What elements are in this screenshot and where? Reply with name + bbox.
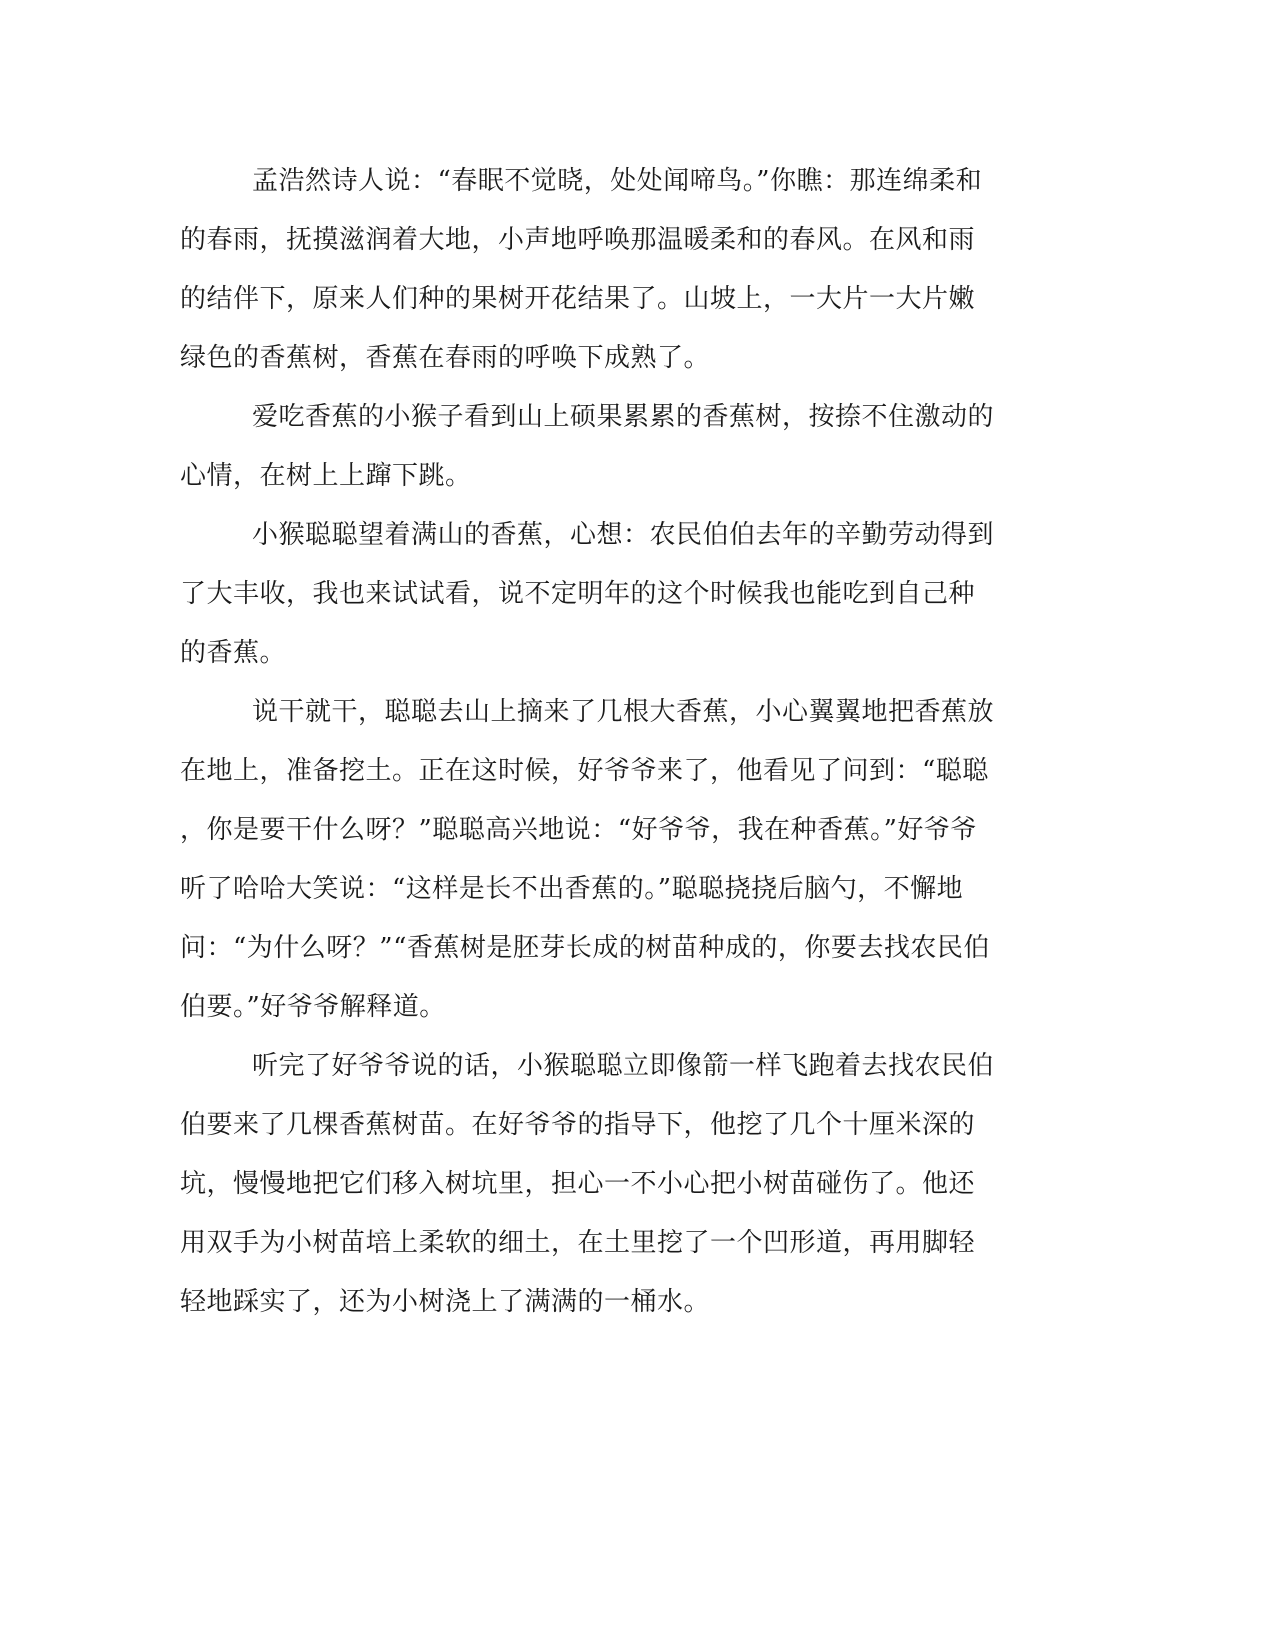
paragraph-3 <box>180 506 1028 683</box>
paragraph-line: 心情，在树上上蹿下跳。 <box>180 461 472 491</box>
paragraph-line: 爱吃香蕉的小猴子看到山上硕果累累的香蕉树，按捺不住激动的 <box>252 402 995 432</box>
paragraph-line: 绿色的香蕉树，香蕉在春雨的呼唤下成熟了。 <box>180 343 711 373</box>
paragraph-line: 听了哈哈大笑说：“这样是长不出香蕉的。”聪聪挠挠后脑勺，不懈地 <box>180 874 964 904</box>
paragraph-2 <box>180 388 1028 506</box>
paragraph-line: 小猴聪聪望着满山的香蕉，心想：农民伯伯去年的辛勤劳动得到 <box>252 520 995 550</box>
paragraph-line: 伯要。”好爷爷解释道。 <box>180 992 446 1022</box>
paragraph-line: 听完了好爷爷说的话，小猴聪聪立即像箭一样飞跑着去找农民伯 <box>252 1051 995 1081</box>
paragraph-line: 的结伴下，原来人们种的果树开花结果了。山坡上，一大片一大片嫩 <box>180 284 976 314</box>
paragraph-line: 孟浩然诗人说：“春眠不觉晓，处处闻啼鸟。”你瞧：那连绵柔和 <box>252 166 983 196</box>
paragraph-line: 用双手为小树苗培上柔软的细土，在土里挖了一个凹形道，再用脚轻 <box>180 1228 976 1258</box>
paragraph-line: 在地上，准备挖土。正在这时候，好爷爷来了，他看见了问到：“聪聪 <box>180 756 989 786</box>
paragraph-line: 的春雨，抚摸滋润着大地，小声地呼唤那温暖柔和的春风。在风和雨 <box>180 225 976 255</box>
paragraph-line: ，你是要干什么呀？”聪聪高兴地说：“好爷爷，我在种香蕉。”好爷爷 <box>180 815 977 845</box>
paragraph-4 <box>180 683 1028 1037</box>
paragraph-5 <box>180 1037 1028 1332</box>
document-body <box>180 152 1028 1332</box>
paragraph-line: 说干就干，聪聪去山上摘来了几根大香蕉，小心翼翼地把香蕉放 <box>252 697 995 727</box>
paragraph-line: 坑，慢慢地把它们移入树坑里，担心一不小心把小树苗碰伤了。他还 <box>180 1169 976 1199</box>
paragraph-line: 轻地踩实了，还为小树浇上了满满的一桶水。 <box>180 1287 711 1317</box>
paragraph-line: 问：“为什么呀？”“香蕉树是胚芽长成的树苗种成的，你要去找农民伯 <box>180 933 990 963</box>
paragraph-line: 了大丰收，我也来试试看，说不定明年的这个时候我也能吃到自己种 <box>180 579 976 609</box>
paragraph-1 <box>180 152 1028 388</box>
paragraph-line: 伯要来了几棵香蕉树苗。在好爷爷的指导下，他挖了几个十厘米深的 <box>180 1110 976 1140</box>
paragraph-line: 的香蕉。 <box>180 638 287 668</box>
